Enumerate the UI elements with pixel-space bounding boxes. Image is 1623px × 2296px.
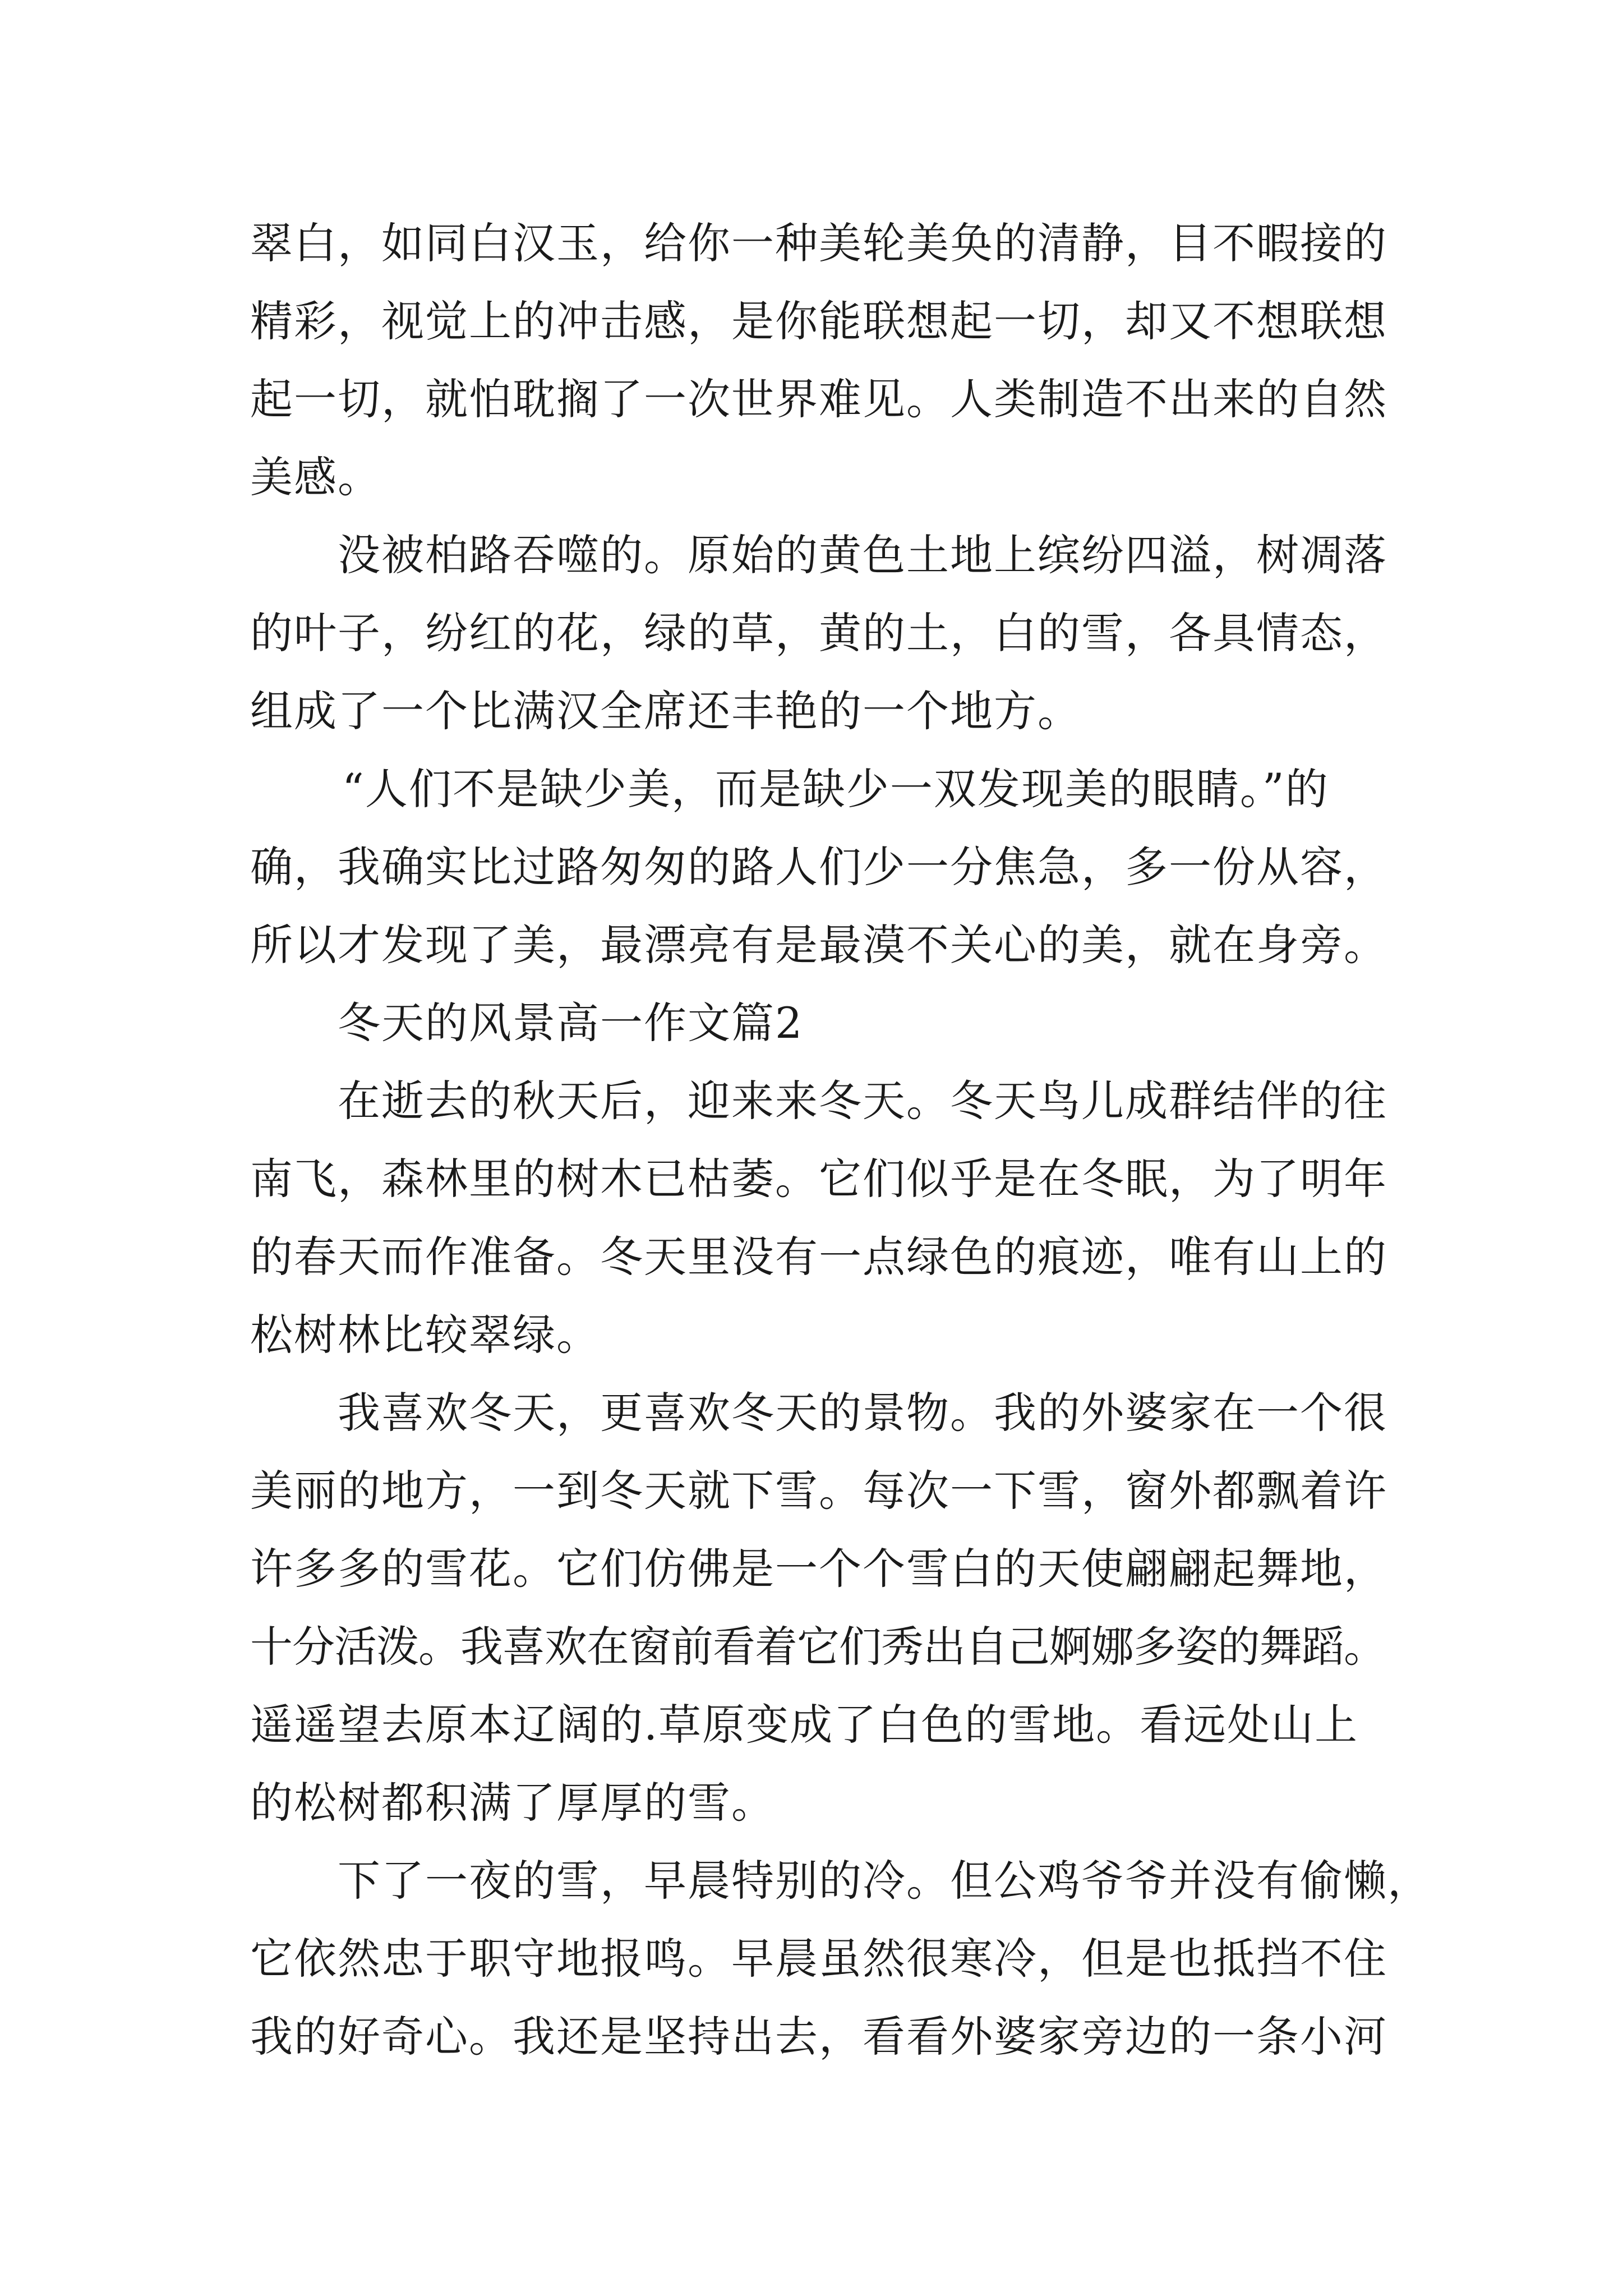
text-line: 南飞，森林里的树木已枯萎。它们似乎是在冬眠，为了明年	[250, 1154, 1387, 1204]
paragraph	[250, 1062, 1439, 1374]
text-line: 松树林比较翠绿。	[250, 1310, 600, 1360]
body-text	[250, 204, 1439, 2076]
text-line: 翠白，如同白汉玉，给你一种美轮美奂的清静，目不暇接的	[250, 218, 1387, 268]
text-line: 的叶子，纷红的花，绿的草，黄的土，白的雪，各具情态，	[250, 608, 1387, 658]
text-line: 下了一夜的雪，早晨特别的冷。但公鸡爷爷并没有偷懒，	[338, 1856, 1431, 1906]
paragraph	[250, 1842, 1439, 2076]
text-line: 所以才发现了美，最漂亮有是最漠不关心的美，就在身旁。	[250, 920, 1387, 970]
text-line: 的松树都积满了厚厚的雪。	[250, 1778, 775, 1828]
heading-line: 冬天的风景高一作文篇2	[338, 998, 804, 1048]
text-line: 在逝去的秋天后，迎来来冬天。冬天鸟儿成群结伴的往	[338, 1076, 1387, 1126]
paragraph	[250, 1374, 1439, 1842]
text-line: 确，我确实比过路匆匆的路人们少一分焦急，多一份从容，	[250, 842, 1387, 892]
text-line: “人们不是缺少美，而是缺少一双发现美的眼睛。”的	[342, 764, 1329, 814]
paragraph	[250, 750, 1439, 984]
text-line: 我的好奇心。我还是坚持出去，看看外婆家旁边的一条小河	[250, 2012, 1387, 2062]
text-line: 精彩，视觉上的冲击感，是你能联想起一切，却又不想联想	[250, 296, 1387, 346]
paragraph	[250, 204, 1439, 516]
text-line: 它依然忠于职守地报鸣。早晨虽然很寒冷，但是也抵挡不住	[250, 1934, 1387, 1984]
text-line: 十分活泼。我喜欢在窗前看着它们秀出自己婀娜多姿的舞蹈。	[250, 1622, 1386, 1672]
text-line: 没被柏路吞噬的。原始的黄色土地上缤纷四溢，树凋落	[338, 530, 1387, 580]
section-heading	[250, 984, 1439, 1062]
text-line: 起一切，就怕耽搁了一次世界难见。人类制造不出来的自然	[250, 374, 1387, 424]
text-line: 我喜欢冬天，更喜欢冬天的景物。我的外婆家在一个很	[338, 1388, 1387, 1438]
text-line: 美感。	[250, 452, 381, 502]
text-line: 美丽的地方，一到冬天就下雪。每次一下雪，窗外都飘着许	[250, 1466, 1387, 1516]
text-line: 的春天而作准备。冬天里没有一点绿色的痕迹，唯有山上的	[250, 1232, 1387, 1282]
text-line: 组成了一个比满汉全席还丰艳的一个地方。	[250, 686, 1081, 736]
text-line: 许多多的雪花。它们仿佛是一个个雪白的天使翩翩起舞地，	[250, 1544, 1387, 1594]
text-line: 遥遥望去原本辽阔的.草原变成了白色的雪地。看远处山上	[250, 1700, 1359, 1750]
paragraph	[250, 516, 1439, 750]
